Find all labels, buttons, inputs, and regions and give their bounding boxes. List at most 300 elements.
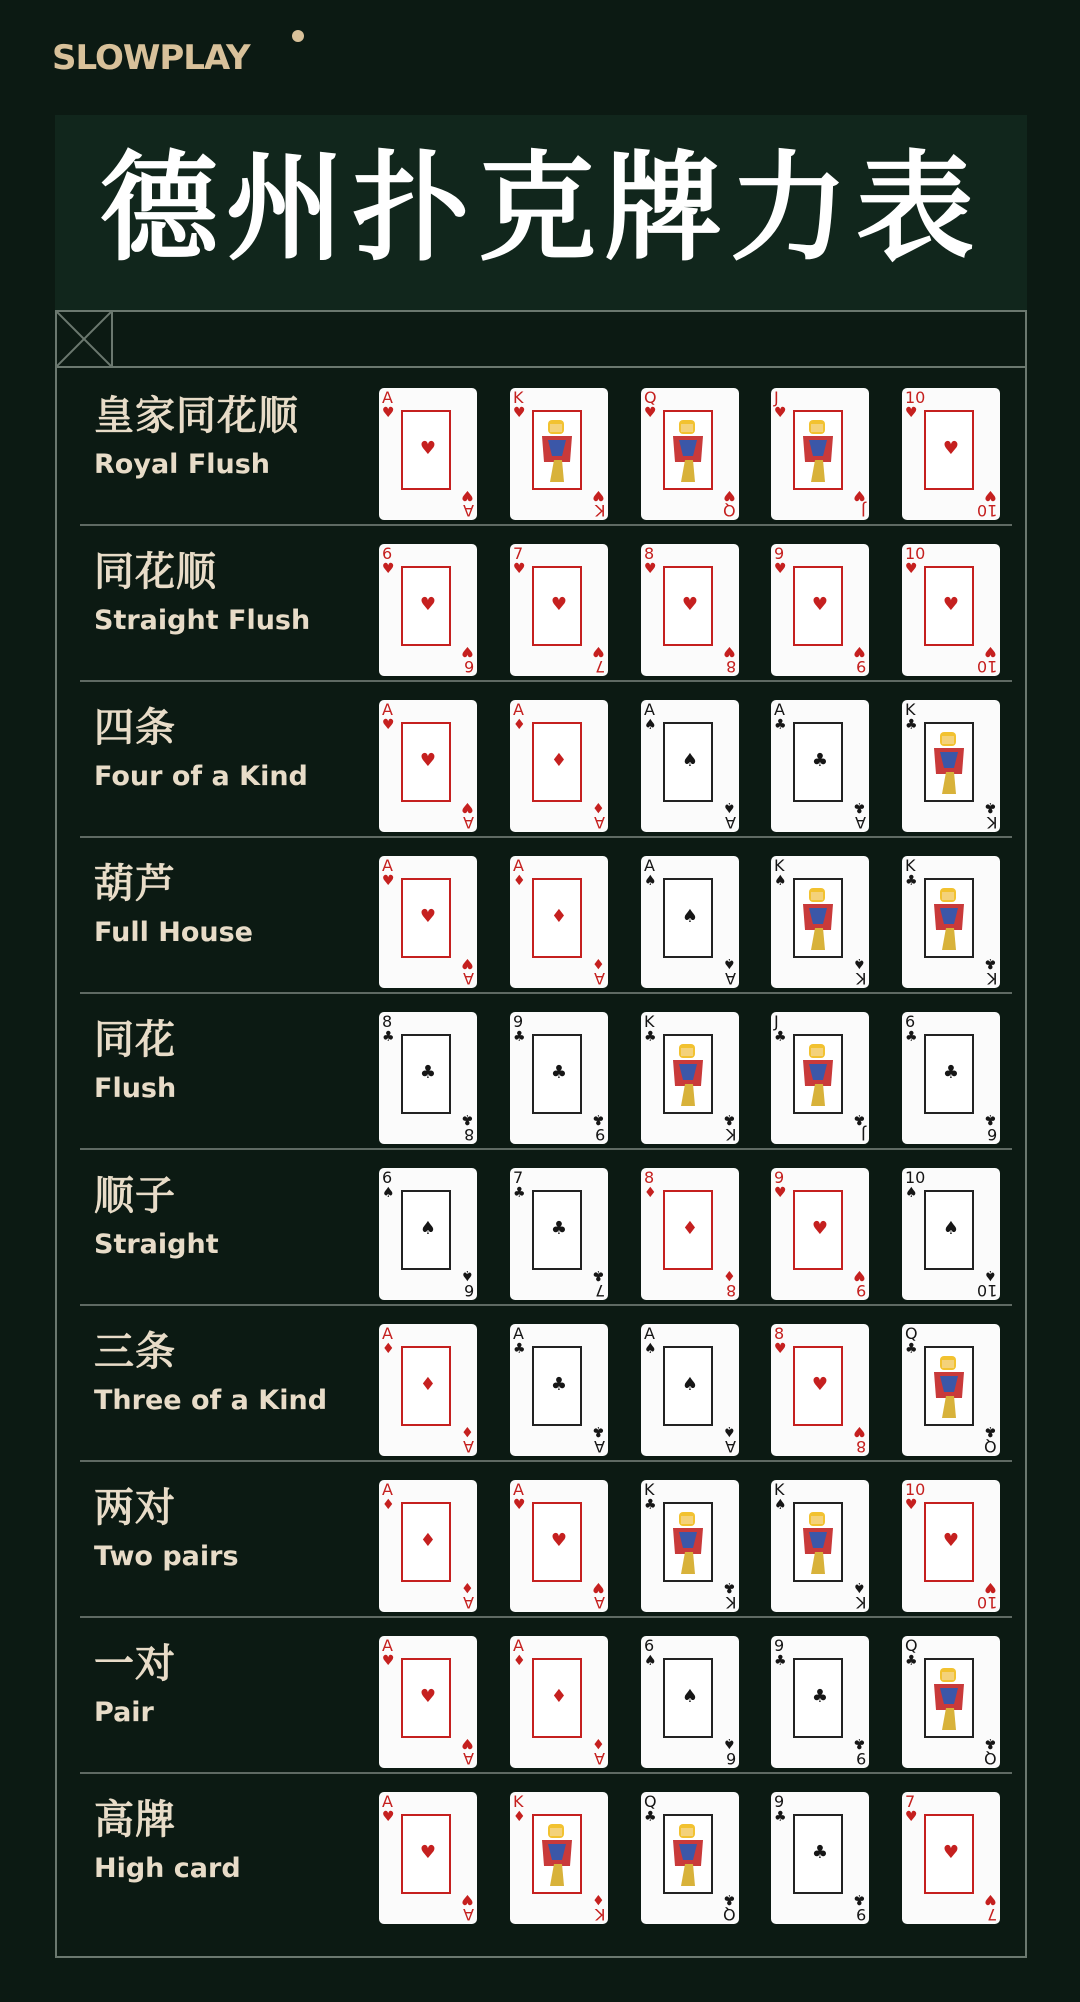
hearts-icon: ♥: [592, 487, 605, 503]
clubs-pip-icon: ♣: [942, 1062, 960, 1083]
card-rank: 9: [513, 1012, 524, 1031]
hearts-pip-icon: ♥: [550, 594, 568, 615]
hearts-icon: ♥: [592, 1579, 605, 1595]
hearts-pip-icon: ♥: [419, 906, 437, 927]
hearts-icon: ♥: [905, 561, 918, 577]
face-card-figure-icon: [928, 728, 970, 796]
playing-card: [902, 1012, 1000, 1144]
clubs-icon: ♣: [592, 1267, 605, 1283]
hand-name-cn: 一对: [94, 1641, 176, 1687]
card-rank-inverted: A: [594, 1749, 605, 1768]
clubs-icon: ♣: [905, 717, 918, 733]
card-rank: A: [774, 700, 785, 719]
card-rank: A: [382, 1636, 393, 1655]
corner-cross-box: [57, 312, 113, 368]
card-rank: 9: [774, 1168, 785, 1187]
face-card-figure-icon: [667, 1508, 709, 1576]
card-rank-inverted: A: [463, 501, 474, 520]
clubs-icon: ♣: [644, 1029, 657, 1045]
diamonds-pip-icon: ♦: [550, 1686, 568, 1707]
hearts-icon: ♥: [513, 561, 526, 577]
card-rank: 6: [382, 1168, 393, 1187]
card-rank: 8: [644, 544, 655, 563]
playing-card: [771, 700, 869, 832]
brand-dot-icon: [292, 30, 304, 42]
playing-card: [641, 388, 739, 520]
card-rank-inverted: 8: [463, 1125, 474, 1144]
card-rank-inverted: K: [986, 969, 997, 988]
hearts-icon: ♥: [644, 405, 657, 421]
card-rank: K: [513, 388, 524, 407]
card-rank: K: [774, 856, 785, 875]
card-rank: 9: [774, 1636, 785, 1655]
card-rank-inverted: 6: [986, 1125, 997, 1144]
hearts-icon: ♥: [984, 487, 997, 503]
hearts-icon: ♥: [382, 717, 395, 733]
hand-name-en: Straight: [94, 1229, 219, 1260]
spades-icon: ♠: [644, 717, 657, 733]
playing-card: [902, 700, 1000, 832]
playing-card: [902, 1324, 1000, 1456]
hearts-icon: ♥: [461, 955, 474, 971]
card-rank: 6: [905, 1012, 916, 1031]
playing-card: [641, 1636, 739, 1768]
card-rank-inverted: Q: [984, 1437, 997, 1456]
spades-pip-icon: ♠: [419, 1218, 437, 1239]
hearts-pip-icon: ♥: [942, 438, 960, 459]
card-rank: A: [513, 1480, 524, 1499]
card-rank: A: [513, 1636, 524, 1655]
card-rank-inverted: 9: [855, 1749, 866, 1768]
card-rank: 10: [905, 1168, 926, 1187]
diamonds-icon: ♦: [382, 1341, 395, 1357]
playing-card: [771, 388, 869, 520]
card-rank: 6: [644, 1636, 655, 1655]
diamonds-icon: ♦: [461, 1579, 474, 1595]
hand-row: [57, 838, 1012, 994]
card-rank: J: [774, 1012, 779, 1031]
card-rank-inverted: Q: [723, 501, 736, 520]
playing-card: [771, 1324, 869, 1456]
hearts-icon: ♥: [774, 561, 787, 577]
playing-card: [771, 1636, 869, 1768]
hand-name-cn: 两对: [94, 1485, 176, 1531]
hearts-icon: ♥: [984, 1579, 997, 1595]
face-card-figure-icon: [536, 416, 578, 484]
hearts-icon: ♥: [461, 643, 474, 659]
card-rank-inverted: A: [463, 813, 474, 832]
hand-name-cn: 同花: [94, 1017, 176, 1063]
playing-card: [641, 1012, 739, 1144]
card-rank: 8: [644, 1168, 655, 1187]
card-rank: 9: [774, 544, 785, 563]
card-rank: 8: [382, 1012, 393, 1031]
diamonds-icon: ♦: [513, 1809, 526, 1825]
card-rank-inverted: K: [594, 501, 605, 520]
playing-card: [510, 1168, 608, 1300]
diamonds-icon: ♦: [592, 1735, 605, 1751]
clubs-pip-icon: ♣: [550, 1374, 568, 1395]
card-rank-inverted: A: [463, 1749, 474, 1768]
playing-card: [902, 1792, 1000, 1924]
hand-name-cn: 同花顺: [94, 549, 217, 595]
hearts-icon: ♥: [774, 405, 787, 421]
spades-icon: ♠: [774, 873, 787, 889]
diamonds-icon: ♦: [513, 717, 526, 733]
hearts-pip-icon: ♥: [681, 594, 699, 615]
card-rank: 7: [513, 1168, 524, 1187]
diamonds-pip-icon: ♦: [419, 1530, 437, 1551]
card-rank: 7: [905, 1792, 916, 1811]
card-rank: A: [382, 856, 393, 875]
hand-name-en: Two pairs: [94, 1541, 239, 1572]
hand-name-cn: 三条: [94, 1329, 176, 1375]
card-rank-inverted: A: [594, 1593, 605, 1612]
card-rank-inverted: A: [463, 1593, 474, 1612]
clubs-icon: ♣: [774, 1653, 787, 1669]
face-card-figure-icon: [667, 1040, 709, 1108]
clubs-icon: ♣: [984, 955, 997, 971]
clubs-icon: ♣: [723, 1579, 736, 1595]
card-rank: A: [644, 1324, 655, 1343]
spades-icon: ♠: [853, 955, 866, 971]
card-rank-inverted: K: [986, 813, 997, 832]
card-rank: Q: [644, 388, 657, 407]
hearts-icon: ♥: [905, 1497, 918, 1513]
playing-card: [510, 856, 608, 988]
card-rank-inverted: A: [594, 969, 605, 988]
card-rank-inverted: 10: [976, 1593, 997, 1612]
hearts-icon: ♥: [461, 1891, 474, 1907]
playing-card: [379, 1480, 477, 1612]
clubs-icon: ♣: [774, 1029, 787, 1045]
hand-row: [57, 994, 1012, 1150]
card-rank-inverted: A: [594, 813, 605, 832]
hand-name-cn: 四条: [94, 705, 176, 751]
spades-icon: ♠: [774, 1497, 787, 1513]
hearts-icon: ♥: [984, 1891, 997, 1907]
hearts-icon: ♥: [853, 1267, 866, 1283]
card-rank-inverted: A: [725, 1437, 736, 1456]
card-rank-inverted: 7: [594, 1281, 605, 1300]
clubs-icon: ♣: [905, 873, 918, 889]
playing-card: [902, 1480, 1000, 1612]
hearts-icon: ♥: [723, 487, 736, 503]
playing-card: [771, 856, 869, 988]
card-rank-inverted: A: [725, 813, 736, 832]
card-rank-inverted: 10: [976, 501, 997, 520]
playing-card: [379, 544, 477, 676]
face-card-figure-icon: [667, 416, 709, 484]
card-rank: A: [513, 1324, 524, 1343]
hearts-icon: ♥: [774, 1185, 787, 1201]
hand-row: [57, 1462, 1012, 1618]
diamonds-pip-icon: ♦: [550, 906, 568, 927]
hearts-icon: ♥: [461, 487, 474, 503]
card-rank: 10: [905, 388, 926, 407]
playing-card: [902, 388, 1000, 520]
playing-card: [379, 1168, 477, 1300]
playing-card: [379, 388, 477, 520]
playing-card: [641, 1168, 739, 1300]
hand-name-en: Pair: [94, 1697, 154, 1728]
spades-icon: ♠: [644, 1653, 657, 1669]
hand-name-en: High card: [94, 1853, 241, 1884]
card-rank-inverted: K: [725, 1125, 736, 1144]
playing-card: [902, 856, 1000, 988]
hearts-icon: ♥: [853, 1423, 866, 1439]
hearts-pip-icon: ♥: [419, 750, 437, 771]
diamonds-icon: ♦: [513, 1653, 526, 1669]
playing-card: [641, 544, 739, 676]
hand-name-cn: 顺子: [94, 1173, 176, 1219]
clubs-icon: ♣: [905, 1653, 918, 1669]
playing-card: [641, 700, 739, 832]
diamonds-pip-icon: ♦: [419, 1374, 437, 1395]
playing-card: [379, 1792, 477, 1924]
card-rank-inverted: Q: [984, 1749, 997, 1768]
hearts-pip-icon: ♥: [419, 1842, 437, 1863]
card-rank-inverted: 6: [463, 657, 474, 676]
playing-card: [771, 544, 869, 676]
hand-name-cn: 皇家同花顺: [94, 393, 299, 439]
hand-row: [57, 370, 1012, 526]
clubs-pip-icon: ♣: [550, 1062, 568, 1083]
playing-card: [510, 544, 608, 676]
hearts-pip-icon: ♥: [942, 1530, 960, 1551]
card-rank-inverted: 7: [594, 657, 605, 676]
card-rank-inverted: A: [725, 969, 736, 988]
playing-card: [771, 1480, 869, 1612]
face-card-figure-icon: [928, 1664, 970, 1732]
clubs-icon: ♣: [513, 1029, 526, 1045]
card-rank-inverted: J: [861, 501, 866, 520]
clubs-icon: ♣: [461, 1111, 474, 1127]
clubs-pip-icon: ♣: [550, 1218, 568, 1239]
playing-card: [510, 388, 608, 520]
spades-icon: ♠: [382, 1185, 395, 1201]
diamonds-pip-icon: ♦: [681, 1218, 699, 1239]
hearts-icon: ♥: [513, 405, 526, 421]
card-rank: 6: [382, 544, 393, 563]
card-rank: J: [774, 388, 779, 407]
hearts-pip-icon: ♥: [419, 1686, 437, 1707]
playing-card: [902, 1168, 1000, 1300]
hearts-icon: ♥: [461, 1735, 474, 1751]
playing-card: [510, 1480, 608, 1612]
hand-name-en: Three of a Kind: [94, 1385, 328, 1416]
spades-icon: ♠: [723, 1423, 736, 1439]
card-rank: 10: [905, 544, 926, 563]
card-rank: A: [382, 700, 393, 719]
diamonds-icon: ♦: [382, 1497, 395, 1513]
card-rank-inverted: 8: [855, 1437, 866, 1456]
spades-pip-icon: ♠: [681, 906, 699, 927]
card-rank-inverted: 6: [463, 1281, 474, 1300]
spades-icon: ♠: [723, 1735, 736, 1751]
clubs-icon: ♣: [513, 1185, 526, 1201]
hearts-pip-icon: ♥: [811, 1218, 829, 1239]
card-rank-inverted: K: [855, 969, 866, 988]
clubs-icon: ♣: [905, 1029, 918, 1045]
hearts-pip-icon: ♥: [811, 1374, 829, 1395]
playing-card: [902, 1636, 1000, 1768]
diamonds-icon: ♦: [592, 955, 605, 971]
hand-name-en: Four of a Kind: [94, 761, 308, 792]
hearts-icon: ♥: [984, 643, 997, 659]
playing-card: [902, 544, 1000, 676]
card-rank: K: [905, 700, 916, 719]
hand-row: [57, 682, 1012, 838]
playing-card: [771, 1168, 869, 1300]
hearts-pip-icon: ♥: [942, 594, 960, 615]
card-rank-inverted: 9: [855, 657, 866, 676]
clubs-icon: ♣: [382, 1029, 395, 1045]
diamonds-icon: ♦: [513, 873, 526, 889]
hand-name-cn: 高牌: [94, 1797, 176, 1843]
spades-icon: ♠: [644, 1341, 657, 1357]
clubs-icon: ♣: [984, 1111, 997, 1127]
face-card-figure-icon: [928, 884, 970, 952]
page-title: 德州扑克牌力表: [99, 139, 982, 277]
card-rank: A: [382, 1480, 393, 1499]
card-rank: A: [513, 700, 524, 719]
hand-row: [57, 1306, 1012, 1462]
clubs-icon: ♣: [984, 1735, 997, 1751]
clubs-icon: ♣: [853, 1111, 866, 1127]
hearts-icon: ♥: [382, 1809, 395, 1825]
card-rank: Q: [905, 1324, 918, 1343]
face-card-figure-icon: [797, 1040, 839, 1108]
hand-rankings-table: [55, 310, 1027, 1958]
spades-icon: ♠: [461, 1267, 474, 1283]
card-rank-inverted: 9: [594, 1125, 605, 1144]
spades-icon: ♠: [644, 873, 657, 889]
hearts-pip-icon: ♥: [942, 1842, 960, 1863]
spades-pip-icon: ♠: [681, 750, 699, 771]
clubs-icon: ♣: [592, 1423, 605, 1439]
brand-logo: SLOWPLAY: [52, 38, 250, 78]
clubs-icon: ♣: [984, 1423, 997, 1439]
hearts-icon: ♥: [644, 561, 657, 577]
spades-icon: ♠: [984, 1267, 997, 1283]
clubs-icon: ♣: [984, 799, 997, 815]
face-card-figure-icon: [928, 1352, 970, 1420]
card-rank-inverted: 10: [976, 1281, 997, 1300]
card-rank-inverted: K: [725, 1593, 736, 1612]
card-rank-inverted: A: [463, 969, 474, 988]
clubs-icon: ♣: [592, 1111, 605, 1127]
cross-icon: [57, 312, 111, 366]
table-header-strip: [57, 312, 1025, 368]
playing-card: [379, 1636, 477, 1768]
playing-card: [510, 1636, 608, 1768]
card-rank: K: [513, 1792, 524, 1811]
spades-icon: ♠: [853, 1579, 866, 1595]
hearts-icon: ♥: [853, 487, 866, 503]
card-rank: 10: [905, 1480, 926, 1499]
clubs-icon: ♣: [644, 1809, 657, 1825]
card-rank: K: [644, 1012, 655, 1031]
clubs-icon: ♣: [513, 1341, 526, 1357]
hearts-icon: ♥: [592, 643, 605, 659]
hearts-pip-icon: ♥: [419, 438, 437, 459]
hearts-icon: ♥: [723, 643, 736, 659]
card-rank-inverted: 9: [855, 1905, 866, 1924]
card-rank: A: [513, 856, 524, 875]
playing-card: [771, 1792, 869, 1924]
hand-name-cn: 葫芦: [94, 861, 176, 907]
clubs-pip-icon: ♣: [811, 750, 829, 771]
card-rank-inverted: A: [463, 1905, 474, 1924]
hearts-pip-icon: ♥: [550, 1530, 568, 1551]
hand-row: [57, 1618, 1012, 1774]
spades-icon: ♠: [723, 955, 736, 971]
spades-pip-icon: ♠: [942, 1218, 960, 1239]
card-rank-inverted: Q: [723, 1905, 736, 1924]
spades-pip-icon: ♠: [681, 1686, 699, 1707]
hearts-icon: ♥: [774, 1341, 787, 1357]
hearts-icon: ♥: [382, 405, 395, 421]
face-card-figure-icon: [667, 1820, 709, 1888]
playing-card: [510, 1792, 608, 1924]
clubs-icon: ♣: [853, 799, 866, 815]
playing-card: [771, 1012, 869, 1144]
card-rank: 7: [513, 544, 524, 563]
clubs-pip-icon: ♣: [811, 1686, 829, 1707]
clubs-pip-icon: ♣: [419, 1062, 437, 1083]
hearts-icon: ♥: [513, 1497, 526, 1513]
clubs-icon: ♣: [723, 1891, 736, 1907]
card-rank-inverted: 9: [855, 1281, 866, 1300]
hearts-icon: ♥: [382, 873, 395, 889]
title-panel: [55, 115, 1027, 310]
playing-card: [379, 700, 477, 832]
playing-card: [641, 856, 739, 988]
playing-card: [510, 1324, 608, 1456]
card-rank: K: [905, 856, 916, 875]
card-rank-inverted: 10: [976, 657, 997, 676]
hand-name-en: Flush: [94, 1073, 177, 1104]
card-rank: A: [382, 1792, 393, 1811]
hearts-pip-icon: ♥: [419, 594, 437, 615]
playing-card: [641, 1792, 739, 1924]
clubs-icon: ♣: [905, 1341, 918, 1357]
face-card-figure-icon: [797, 416, 839, 484]
playing-card: [510, 700, 608, 832]
hand-name-en: Royal Flush: [94, 449, 271, 480]
card-rank-inverted: K: [855, 1593, 866, 1612]
hand-name-en: Straight Flush: [94, 605, 311, 636]
clubs-pip-icon: ♣: [811, 1842, 829, 1863]
playing-card: [510, 1012, 608, 1144]
card-rank: Q: [905, 1636, 918, 1655]
clubs-icon: ♣: [853, 1891, 866, 1907]
card-rank-inverted: 8: [725, 1281, 736, 1300]
clubs-icon: ♣: [853, 1735, 866, 1751]
face-card-figure-icon: [797, 1508, 839, 1576]
hand-row: [57, 1150, 1012, 1306]
card-rank: A: [644, 700, 655, 719]
card-rank: Q: [644, 1792, 657, 1811]
card-rank-inverted: A: [463, 1437, 474, 1456]
spades-icon: ♠: [905, 1185, 918, 1201]
diamonds-icon: ♦: [592, 799, 605, 815]
card-rank: A: [382, 388, 393, 407]
hearts-icon: ♥: [382, 561, 395, 577]
clubs-icon: ♣: [644, 1497, 657, 1513]
hand-name-en: Full House: [94, 917, 253, 948]
